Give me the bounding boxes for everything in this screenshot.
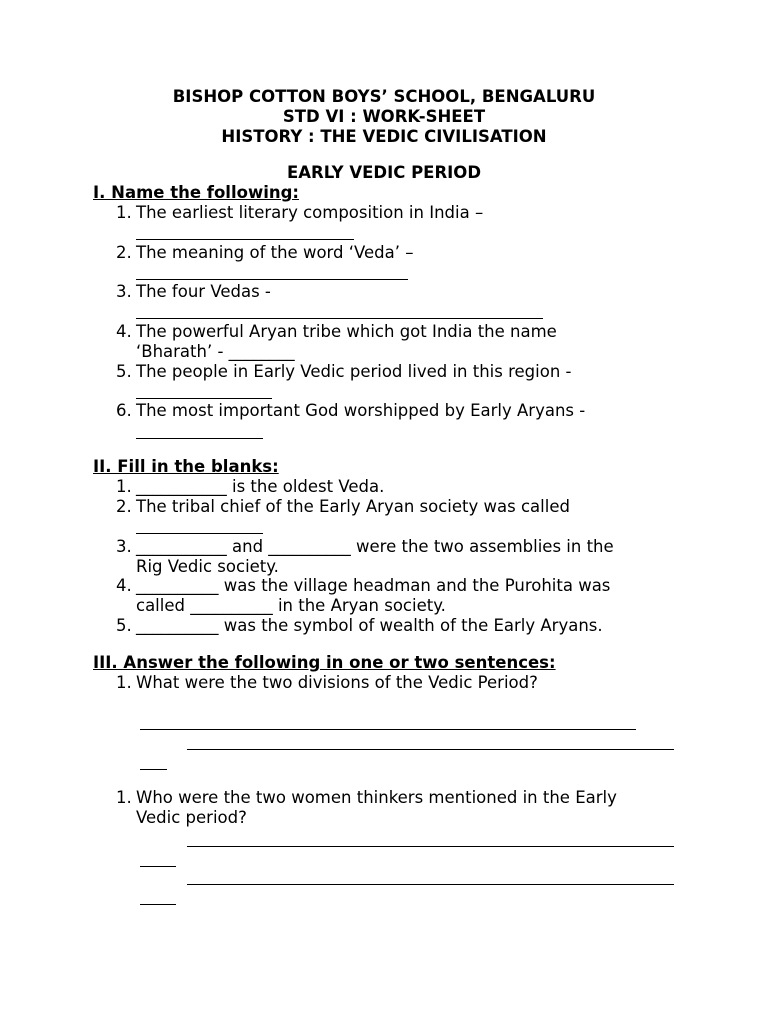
answer-line — [187, 749, 674, 750]
question-text: The most important God worshipped by Early Aryans - — [136, 401, 586, 420]
question-text: __________ was the symbol of wealth of the Early Aryans. — [136, 616, 603, 635]
question-text: called __________ in the Aryan society. — [136, 596, 446, 615]
question-text: The earliest literary composition in India – — [136, 203, 484, 222]
answer-line — [140, 729, 636, 730]
question-number: 1. — [116, 788, 132, 807]
question-text: Who were the two women thinkers mentioned in the Early — [136, 788, 617, 807]
section-2-heading: II. Fill in the blanks: — [93, 457, 279, 476]
school-name: BISHOP COTTON BOYS’ SCHOOL, BENGALURU — [172, 87, 596, 106]
answer-line — [136, 438, 263, 439]
question-text: The powerful Aryan tribe which got India the name — [136, 322, 557, 341]
question-number: 1. — [116, 477, 132, 496]
period-title: EARLY VEDIC PERIOD — [286, 163, 482, 182]
answer-line — [187, 884, 674, 885]
question-text: The meaning of the word ‘Veda’ – — [136, 243, 414, 262]
question-number: 3. — [116, 282, 132, 301]
class-line: STD VI : WORK-SHEET — [282, 107, 486, 126]
question-number: 2. — [116, 497, 132, 516]
section-3-heading: III. Answer the following in one or two sentences: — [93, 653, 556, 672]
answer-line — [140, 866, 176, 867]
question-number: 1. — [116, 203, 132, 222]
question-number: 5. — [116, 616, 132, 635]
answer-line — [140, 904, 176, 905]
question-text: What were the two divisions of the Vedic Period? — [136, 673, 538, 692]
question-text: Vedic period? — [136, 808, 247, 827]
question-text: The four Vedas - — [136, 282, 271, 301]
question-number: 1. — [116, 673, 132, 692]
question-text: ___________ is the oldest Veda. — [136, 477, 385, 496]
answer-line — [140, 769, 167, 770]
section-1-heading: I. Name the following: — [93, 183, 300, 202]
answer-line — [136, 239, 354, 240]
question-text: The tribal chief of the Early Aryan society was called — [136, 497, 570, 516]
answer-line — [136, 318, 543, 319]
question-number: 4. — [116, 576, 132, 595]
question-text: ___________ and __________ were the two assemblies in the — [136, 537, 614, 556]
question-text: The people in Early Vedic period lived in this region - — [136, 362, 572, 381]
question-number: 5. — [116, 362, 132, 381]
answer-line — [136, 279, 408, 280]
question-text: ‘Bharath’ - ________ — [136, 342, 295, 361]
subject-line: HISTORY : THE VEDIC CIVILISATION — [221, 127, 547, 146]
question-text: __________ was the village headman and the Purohita was — [136, 576, 611, 595]
question-number: 4. — [116, 322, 132, 341]
answer-line — [136, 398, 272, 399]
question-text: Rig Vedic society. — [136, 557, 279, 576]
question-number: 6. — [116, 401, 132, 420]
question-number: 3. — [116, 537, 132, 556]
answer-line — [136, 533, 263, 534]
answer-line — [187, 846, 674, 847]
question-number: 2. — [116, 243, 132, 262]
